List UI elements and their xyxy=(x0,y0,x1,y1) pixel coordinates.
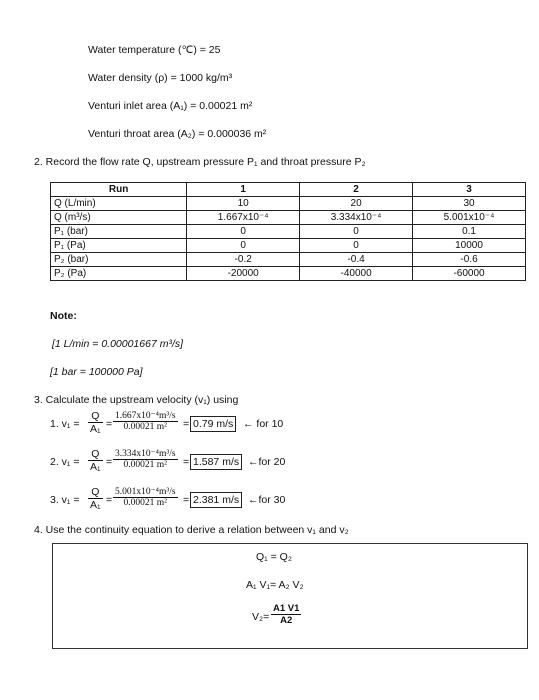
table-cell: 0 xyxy=(300,239,413,253)
calc-3-result: 2.381 m/s xyxy=(190,492,242,508)
water-density: Water density (ρ) = 1000 kg/m³ xyxy=(88,72,233,84)
calc-3-note: ←for 30 xyxy=(248,494,286,506)
fraction-numerator: 1.667x10⁻⁴m³/s xyxy=(115,411,176,421)
fraction-denominator: A₁ xyxy=(90,499,101,511)
flow-data-table xyxy=(50,182,526,281)
table-row xyxy=(51,253,526,267)
table-header-row xyxy=(51,183,526,197)
fraction-denominator: A₁ xyxy=(90,461,101,473)
fraction-denominator: 0.00021 m² xyxy=(123,460,168,470)
fraction-numerator: A1 V1 xyxy=(273,603,300,614)
fraction-denominator: 0.00021 m² xyxy=(123,422,168,432)
calc-1-numeric-fraction xyxy=(113,410,178,432)
table-cell: 3.334x10⁻⁴ xyxy=(300,211,413,225)
continuity-v2-fraction xyxy=(271,603,301,626)
calc-2-numeric-fraction xyxy=(113,448,178,470)
table-cell: Q (m³/s) xyxy=(51,211,187,225)
table-cell: 1.667x10⁻⁴ xyxy=(187,211,300,225)
table-cell: 30 xyxy=(413,197,526,211)
fraction-numerator: Q xyxy=(88,410,103,423)
fraction-denominator: 0.00021 m² xyxy=(123,498,168,508)
fraction-numerator: 3.334x10⁻⁴m³/s xyxy=(115,449,176,459)
note-conversion-bar: [1 bar = 100000 Pa] xyxy=(50,366,143,378)
table-row xyxy=(51,211,526,225)
continuity-area-velocity: A₁ V₁= A₂ V₂ xyxy=(246,579,304,591)
calc-3-symbolic-fraction xyxy=(88,486,103,511)
table-cell: -20000 xyxy=(187,267,300,281)
equals-sign: = xyxy=(183,418,190,430)
table-cell: 20 xyxy=(300,197,413,211)
continuity-flow-equality: Q₁ = Q₂ xyxy=(256,551,292,563)
table-cell: 0 xyxy=(300,225,413,239)
step-2-heading: 2. Record the flow rate Q, upstream pressure P₁ and throat pressure P₂ xyxy=(34,156,366,168)
table-cell: -40000 xyxy=(300,267,413,281)
table-cell: 0 xyxy=(187,239,300,253)
step-3-heading: 3. Calculate the upstream velocity (v₁) using xyxy=(34,394,239,406)
table-cell: -0.6 xyxy=(413,253,526,267)
table-cell: 0.1 xyxy=(413,225,526,239)
table-cell: 10000 xyxy=(413,239,526,253)
note-label: Note: xyxy=(50,310,77,322)
fraction-numerator: 5.001x10⁻⁴m³/s xyxy=(115,487,176,497)
continuity-v2-lhs: V₂= xyxy=(252,611,270,623)
fraction-denominator: A₁ xyxy=(90,423,101,435)
equals-sign: = xyxy=(183,456,190,468)
calc-2-result: 1.587 m/s xyxy=(190,454,242,470)
table-cell: P₁ (Pa) xyxy=(51,239,187,253)
table-cell: P₂ (bar) xyxy=(51,253,187,267)
equals-sign: = xyxy=(106,418,113,430)
table-cell: 0 xyxy=(187,225,300,239)
table-cell: P₁ (bar) xyxy=(51,225,187,239)
table-cell: 5.001x10⁻⁴ xyxy=(413,211,526,225)
table-cell: P₂ (Pa) xyxy=(51,267,187,281)
fraction-numerator: Q xyxy=(88,486,103,499)
water-temperature: Water temperature (℃) = 25 xyxy=(88,44,221,56)
table-cell: Q (L/min) xyxy=(51,197,187,211)
fraction-denominator: A2 xyxy=(280,615,293,626)
table-cell: -60000 xyxy=(413,267,526,281)
table-row xyxy=(51,267,526,281)
calc-1-note: ← for 10 xyxy=(243,418,284,430)
calc-3-numeric-fraction xyxy=(113,486,178,508)
table-cell: -0.4 xyxy=(300,253,413,267)
calc-1-result: 0.79 m/s xyxy=(190,416,236,432)
table-cell: -0.2 xyxy=(187,253,300,267)
equals-sign: = xyxy=(106,494,113,506)
table-row xyxy=(51,225,526,239)
note-conversion-lpm: [1 L/min = 0.00001667 m³/s] xyxy=(52,338,184,350)
table-header-cell: Run xyxy=(51,183,187,197)
step-4-heading: 4. Use the continuity equation to derive a relation between v₁ and v₂ xyxy=(34,524,349,536)
equals-sign: = xyxy=(106,456,113,468)
calc-2-note: ←for 20 xyxy=(248,456,286,468)
table-cell: 10 xyxy=(187,197,300,211)
calc-2-lhs: 2. v₁ = xyxy=(50,456,80,468)
venturi-throat-area: Venturi throat area (A₂) = 0.000036 m² xyxy=(88,128,267,140)
calc-3-lhs: 3. v₁ = xyxy=(50,494,80,506)
table-row xyxy=(51,197,526,211)
calc-2-symbolic-fraction xyxy=(88,448,103,473)
table-header-cell: 3 xyxy=(413,183,526,197)
table-row xyxy=(51,239,526,253)
calc-1-lhs: 1. v₁ = xyxy=(50,418,80,430)
equals-sign: = xyxy=(183,494,190,506)
table-header-cell: 2 xyxy=(300,183,413,197)
calc-1-symbolic-fraction xyxy=(88,410,103,435)
venturi-inlet-area: Venturi inlet area (A₁) = 0.00021 m² xyxy=(88,100,253,112)
fraction-numerator: Q xyxy=(88,448,103,461)
table-header-cell: 1 xyxy=(187,183,300,197)
